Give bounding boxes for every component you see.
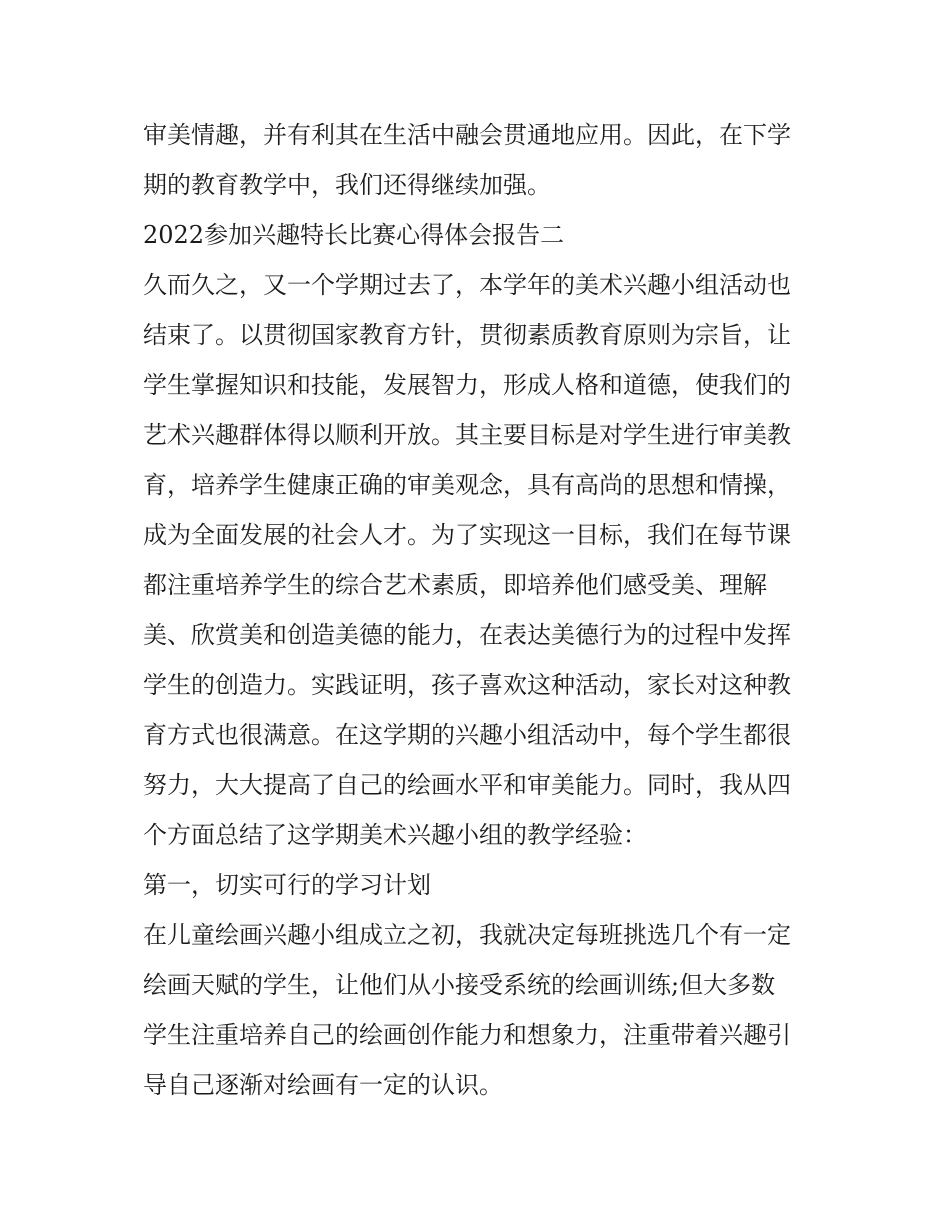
paragraph-line: 艺术兴趣群体得以顺利开放。其主要目标是对学生进行审美教	[143, 421, 791, 449]
paragraph-line: 育，培养学生健康正确的审美观念，具有高尚的思想和情操，	[143, 471, 791, 499]
paragraph-line: 美、欣赏美和创造美德的能力，在表达美德行为的过程中发挥	[143, 621, 791, 649]
paragraph-line: 个方面总结了这学期美术兴趣小组的教学经验：	[143, 821, 647, 849]
paragraph-line: 学生注重培养自己的绘画创作能力和想象力，注重带着兴趣引	[143, 1021, 791, 1049]
paragraph-line: 育方式也很满意。在这学期的兴趣小组活动中，每个学生都很	[143, 721, 791, 749]
paragraph-line: 结束了。以贯彻国家教育方针，贯彻素质教育原则为宗旨，让	[143, 321, 791, 349]
paragraph-line: 都注重培养学生的综合艺术素质，即培养他们感受美、理解	[143, 571, 767, 599]
subheading: 第一，切实可行的学习计划	[143, 871, 431, 899]
paragraph-line: 期的教育教学中，我们还得继续加强。	[143, 171, 551, 199]
paragraph-line: 在儿童绘画兴趣小组成立之初，我就决定每班挑选几个有一定	[143, 921, 791, 949]
section-heading: 2022参加兴趣特长比赛心得体会报告二	[143, 221, 565, 249]
document-body	[143, 110, 823, 1110]
paragraph-line: 审美情趣，并有利其在生活中融会贯通地应用。因此，在下学	[143, 121, 791, 149]
paragraph-line: 学生的创造力。实践证明，孩子喜欢这种活动，家长对这种教	[143, 671, 791, 699]
paragraph-line: 努力，大大提高了自己的绘画水平和审美能力。同时，我从四	[143, 771, 791, 799]
paragraph-line: 绘画天赋的学生，让他们从小接受系统的绘画训练;但大多数	[143, 971, 776, 999]
paragraph-line: 导自己逐渐对绘画有一定的认识。	[143, 1071, 503, 1099]
paragraph-line: 学生掌握知识和技能，发展智力，形成人格和道德，使我们的	[143, 371, 791, 399]
paragraph-line: 久而久之，又一个学期过去了，本学年的美术兴趣小组活动也	[143, 271, 791, 299]
paragraph-line: 成为全面发展的社会人才。为了实现这一目标，我们在每节课	[143, 521, 791, 549]
